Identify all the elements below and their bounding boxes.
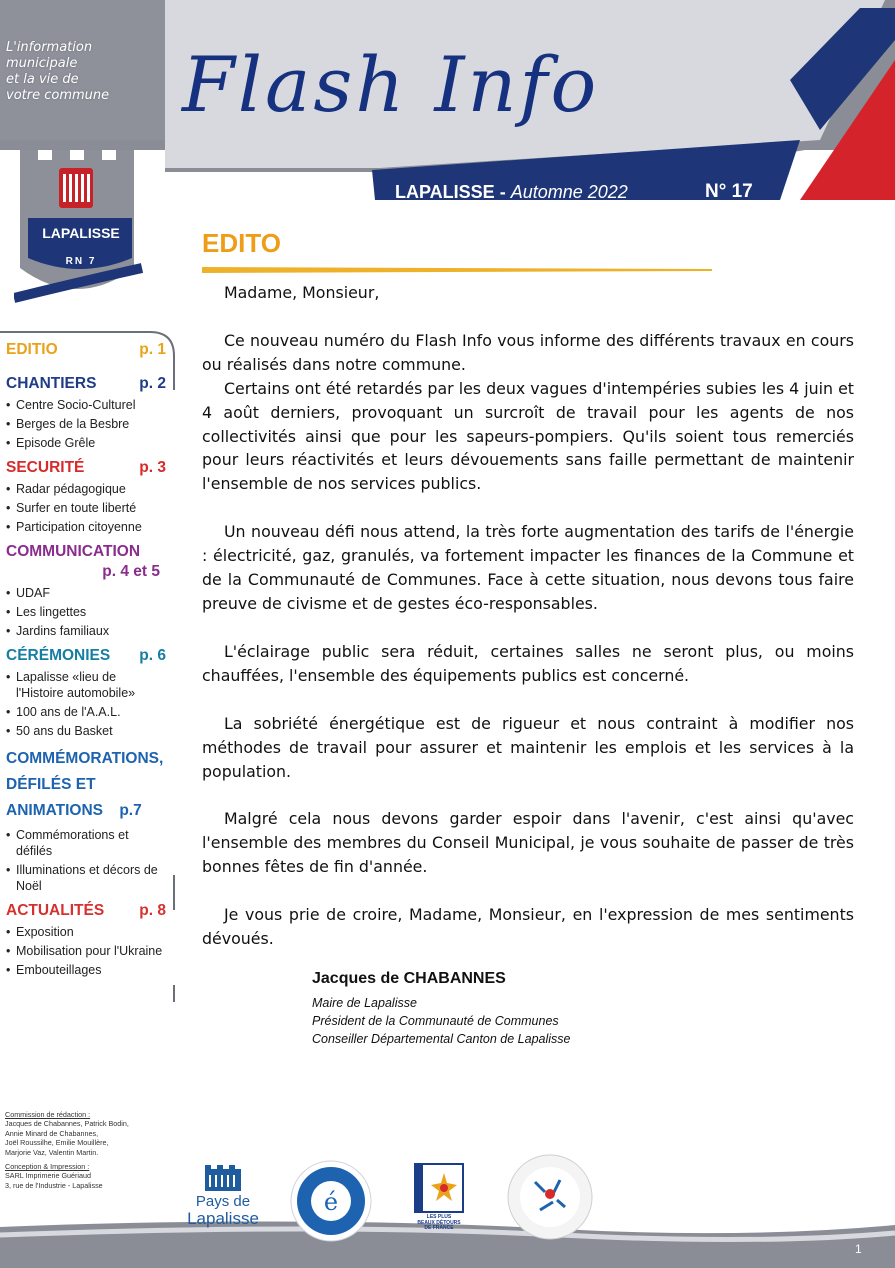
signature-block — [312, 970, 570, 1048]
toc-page: p. 6 — [139, 647, 166, 664]
edito-paragraph: L'éclairage public sera réduit, certaines salles ne seront plus, ou moins chauffées, l'ensemble des équipements publics est concerné. — [202, 641, 854, 685]
toc-item: • Radar pédagogique — [6, 481, 166, 497]
toc-item: • Participation citoyenne — [6, 519, 166, 535]
toc-item: • Jardins familiaux — [6, 623, 166, 639]
toc-page: p. 1 — [139, 341, 166, 358]
toc-item: • Illuminations et décors de Noël — [6, 862, 166, 894]
credits-committee-heading: Commission de rédaction : — [5, 1110, 91, 1119]
edito-paragraph: Malgré cela nous devons garder espoir dans l'avenir, c'est ainsi qu'avec l'ensemble des membres du Conseil Municipal, je vous souhaite de passer de très bonnes fêtes de fin d'année. — [202, 809, 854, 877]
issue-bar — [395, 182, 628, 203]
toc-section-securite — [6, 458, 166, 535]
toc-item: • Les lingettes — [6, 604, 166, 620]
credits-line: 3, rue de l'Industrie - Lapalisse — [5, 1180, 103, 1190]
crest-road-label: RN 7 — [65, 256, 97, 267]
toc-heading — [6, 646, 166, 666]
issue-number: N° 17 — [705, 181, 753, 202]
signature-role: Conseiller Départemental Canton de Lapalisse — [312, 1032, 571, 1046]
signature-role: Maire de Lapalisse — [312, 996, 417, 1010]
page-number: 1 — [855, 1242, 862, 1256]
edito-paragraph: La sobriété énergétique est de rigueur et nous contraint à modifier nos méthodes de travail pour assurer et maintenir les emplois et les services à la population. — [202, 713, 854, 781]
toc-section-ceremonies — [6, 646, 166, 739]
castle-icon — [183, 1165, 263, 1193]
edito-body — [202, 281, 854, 951]
toc-heading-text: CHANTIERS — [6, 375, 97, 392]
toc-item: • Mobilisation pour l'Ukraine — [6, 943, 166, 959]
toc-heading-text: COMMUNICATION — [6, 543, 141, 560]
toc-heading — [6, 374, 166, 394]
plus-beaux-detours-logo — [414, 1163, 464, 1235]
crest-route-label: ROUTE BLEUE — [56, 290, 114, 305]
toc-item: • 100 ans de l'A.A.L. — [6, 704, 166, 720]
tagline-line: et la vie de — [6, 72, 79, 87]
toc-section-chantiers — [6, 374, 166, 451]
toc-item: • Berges de la Besbre — [6, 416, 166, 432]
credits-line: Marjorie Vaz, Valentin Martin. — [5, 1147, 99, 1157]
toc-heading-text: SECURITÉ — [6, 459, 85, 476]
svg-text:é: é — [323, 1188, 339, 1216]
edito-paragraph: Je vous prie de croire, Madame, Monsieur, en l'expression de mes sentiments dévoués. — [202, 905, 854, 949]
credits-line: Jacques de Chabannes, Patrick Bodin, — [5, 1119, 129, 1129]
toc-section-actualites — [6, 901, 166, 978]
toc-section-editio — [6, 340, 166, 360]
toc-heading — [6, 458, 166, 478]
association-villes-logo — [505, 1152, 595, 1242]
signature-role: Président de la Communauté de Communes — [312, 1014, 559, 1028]
town-name: LAPALISSE — [395, 182, 495, 202]
toc-item: • Commémorations et défilés — [6, 827, 166, 859]
toc-item: • Lapalisse «lieu de l'Histoire automobile» — [6, 669, 166, 701]
issue-separator: - — [494, 182, 511, 202]
toc-heading — [6, 746, 166, 824]
tagline-line: municipale — [6, 56, 78, 71]
edito-paragraph: Un nouveau défi nous attend, la très forte augmentation des tarifs de l'énergie : électricité, gaz, granulés, va fortement impacter les finances de la Commune et de la Communauté de Communes. Face à cette situation, nous devons tous faire preuve de civisme et de gestes éco-responsables. — [202, 522, 854, 613]
detours-logo-text — [414, 1215, 464, 1232]
issue-season: Automne 2022 — [510, 182, 628, 202]
header-tagline — [6, 40, 146, 104]
toc-heading-text: ACTUALITÉS — [6, 902, 105, 919]
toc-item: • Exposition — [6, 924, 166, 940]
pays-logo-text — [183, 1193, 263, 1227]
toc-heading — [6, 340, 166, 360]
toc-heading-text: CÉRÉMONIES — [6, 647, 111, 664]
edito-underline — [202, 266, 712, 274]
credits-print-heading: Conception & Impression : — [5, 1162, 90, 1172]
credits-line: Joël Roussilhe, Emilie Mouillère, — [5, 1138, 109, 1148]
edito-salutation: Madame, Monsieur, — [224, 283, 380, 302]
credits-line: SARL Imprimerie Guériaud — [5, 1171, 92, 1181]
toc-item: • Centre Socio-Culturel — [6, 397, 166, 413]
toc-page: p. 8 — [139, 902, 166, 919]
masthead-title: Flash Info — [182, 40, 600, 129]
pays-logo-line: Lapalisse — [187, 1209, 259, 1228]
toc-item: • UDAF — [6, 585, 166, 601]
edito-paragraph: Ce nouveau numéro du Flash Info vous informe des différents travaux en cours ou réalisés dans notre commune. — [202, 330, 854, 374]
toc-section-communication — [6, 542, 166, 639]
pays-logo-line: Pays de — [195, 1193, 251, 1210]
toc-heading — [6, 901, 166, 921]
toc-page: p.7 — [119, 802, 142, 819]
detours-line: DE FRANCE — [424, 1225, 454, 1232]
toc-item: • 50 ans du Basket — [6, 723, 166, 739]
detours-line: BEAUX DÉTOURS — [417, 1219, 461, 1226]
credits-line: Annie Minard de Chabannes, — [5, 1128, 99, 1138]
tagline-line: votre commune — [6, 88, 110, 103]
star-flower-icon — [414, 1163, 464, 1213]
edito-paragraph: Certains ont été retardés par les deux vagues d'intempéries subies les 4 juin et 4 août derniers, provoquant un surcroît de travail pour les agents de nos collectivités ainsi que pour les sapeurs-pompiers. Qu'ils soient tous remerciés pour leurs réactivités et leurs dévouements sans faille permettant de maintenir l'ensemble de nos services publics. — [202, 378, 854, 494]
tagline-line: L'information — [6, 40, 93, 55]
table-of-contents — [6, 340, 166, 985]
toc-item: • Embouteillages — [6, 962, 166, 978]
toc-section-commemorations — [6, 746, 166, 894]
credits-block — [5, 1110, 165, 1190]
detours-line: LES PLUS — [426, 1214, 452, 1220]
villages-etapes-logo — [290, 1160, 372, 1242]
pays-de-lapalisse-logo — [183, 1165, 263, 1235]
toc-heading-text: COMMÉMORATIONS, DÉFILÉS ET ANIMATIONS — [6, 750, 164, 819]
crest-town-label: LAPALISSE — [42, 225, 120, 241]
toc-heading — [6, 542, 166, 582]
toc-item: • Episode Grêle — [6, 435, 166, 451]
toc-heading-text: EDITIO — [6, 341, 58, 358]
toc-page: p. 4 et 5 — [102, 563, 160, 580]
toc-page: p. 2 — [139, 375, 166, 392]
toc-page: p. 3 — [139, 459, 166, 476]
edito-heading: EDITO — [202, 228, 281, 258]
toc-item: • Surfer en toute liberté — [6, 500, 166, 516]
signature-name: Jacques de CHABANNES — [312, 970, 506, 987]
